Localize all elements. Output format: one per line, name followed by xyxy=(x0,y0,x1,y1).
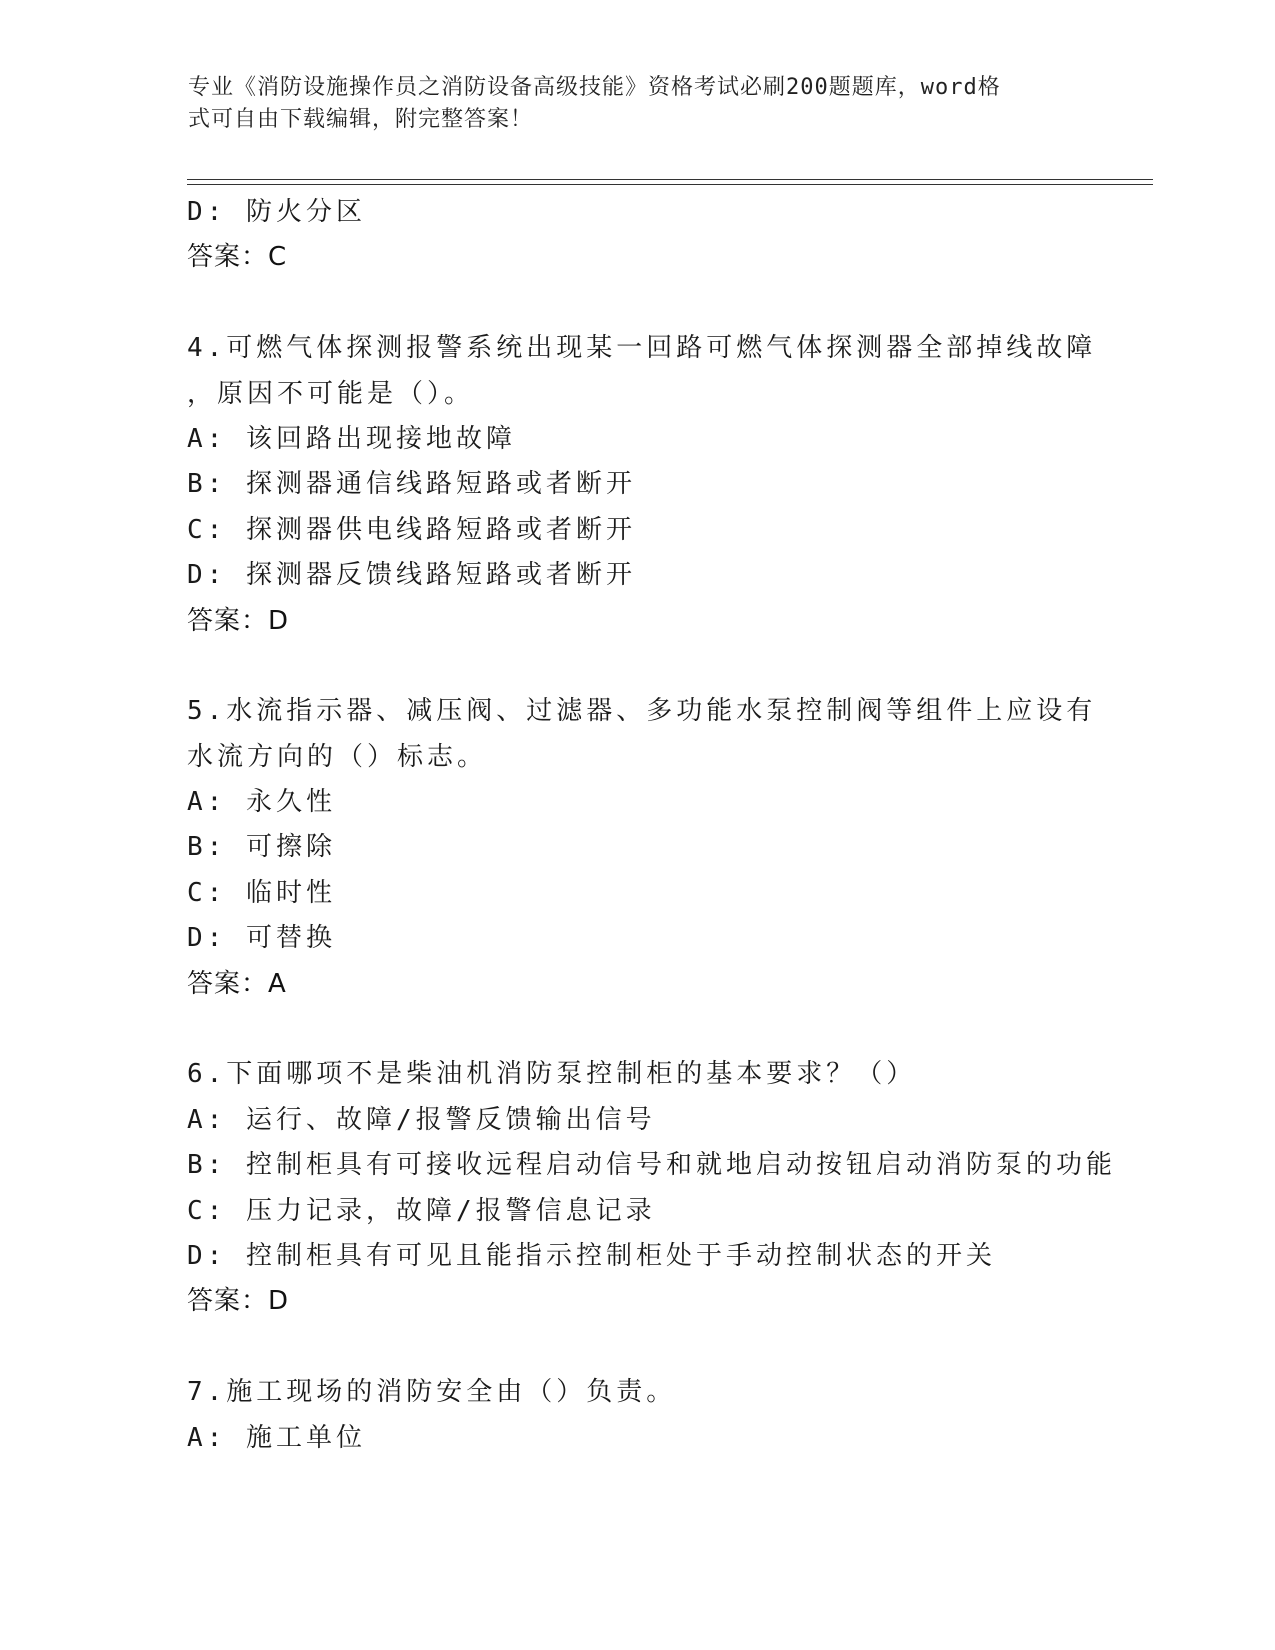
spacer xyxy=(187,281,1087,326)
question-stem: 6.下面哪项不是柴油机消防泵控制柜的基本要求？（） xyxy=(187,1059,917,1090)
answer-line: 答案：C xyxy=(187,242,288,273)
option-d: D: 控制柜具有可见且能指示控制柜处于手动控制状态的开关 xyxy=(187,1240,996,1271)
question-stem: 4.可燃气体探测报警系统出现某一回路可燃气体探测器全部掉线故障 xyxy=(187,333,1097,364)
question-4 xyxy=(187,326,1097,644)
option-d: D: 可替换 xyxy=(187,923,336,954)
spacer xyxy=(187,1325,1087,1370)
option-a: A: 运行、故障/报警反馈输出信号 xyxy=(187,1104,656,1135)
question-list xyxy=(187,190,1116,1461)
question-stem: 水流方向的（）标志。 xyxy=(187,741,488,772)
header-line-2: 式可自由下载编辑，附完整答案！ xyxy=(188,107,534,132)
spacer xyxy=(187,1007,1087,1052)
option-d: D: 防火分区 xyxy=(187,197,366,227)
spacer xyxy=(187,644,1087,689)
question-stem: 7.施工现场的消防安全由（）负责。 xyxy=(187,1377,677,1408)
option-a: A: 该回路出现接地故障 xyxy=(187,423,516,454)
option-c: C: 压力记录，故障/报警信息记录 xyxy=(187,1195,656,1226)
question-3-fragment xyxy=(187,190,1087,281)
option-d: D: 探测器反馈线路短路或者断开 xyxy=(187,560,636,591)
option-b: B: 可擦除 xyxy=(187,832,336,863)
option-c: C: 探测器供电线路短路或者断开 xyxy=(187,514,636,545)
header-line-1: 专业《消防设施操作员之消防设备高级技能》资格考试必刷200题题库，word格 xyxy=(188,75,1001,100)
header-divider-top xyxy=(187,179,1153,180)
question-5 xyxy=(187,689,1097,1007)
option-b: B: 控制柜具有可接收远程启动信号和就地启动按钮启动消防泵的功能 xyxy=(187,1150,1116,1181)
question-stem: 5.水流指示器、减压阀、过滤器、多功能水泵控制阀等组件上应设有 xyxy=(187,696,1097,727)
answer-line: 答案：D xyxy=(187,1286,290,1317)
answer-line: 答案：D xyxy=(187,605,290,636)
question-stem: ，原因不可能是（）。 xyxy=(187,378,475,409)
question-7 xyxy=(187,1370,1087,1461)
answer-line: 答案：A xyxy=(187,968,287,999)
document-header xyxy=(188,72,1068,136)
option-c: C: 临时性 xyxy=(187,877,336,908)
question-6 xyxy=(187,1052,1116,1324)
option-b: B: 探测器通信线路短路或者断开 xyxy=(187,469,636,500)
option-a: A: 永久性 xyxy=(187,787,336,818)
header-divider-bottom xyxy=(187,184,1153,185)
option-a: A: 施工单位 xyxy=(187,1422,366,1453)
